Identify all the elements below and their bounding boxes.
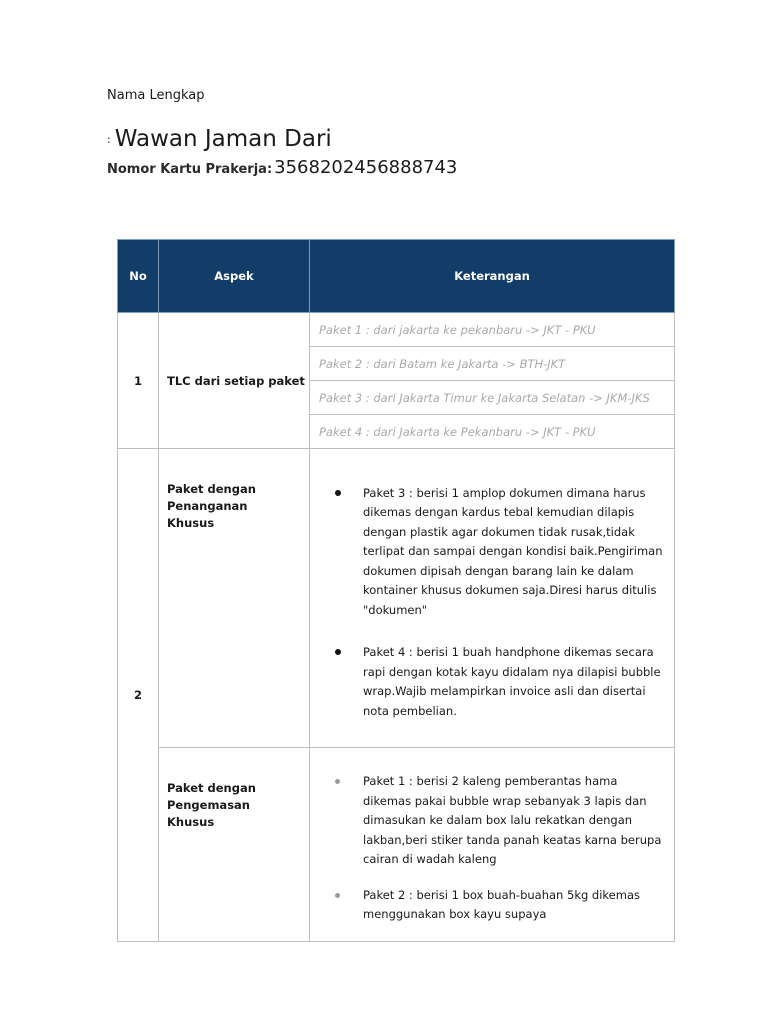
- paket-cell: Paket 2 : dari Batam ke Jakarta -> BTH-JKT: [310, 347, 675, 381]
- header-no: No: [118, 240, 159, 313]
- bullet-list: [310, 475, 674, 722]
- table-row: [118, 748, 675, 942]
- bullet-icon: [335, 490, 341, 496]
- list-item: [310, 886, 674, 925]
- bullet-icon: [335, 649, 341, 655]
- table-row: [118, 313, 675, 347]
- list-item-text: Paket 1 : berisi 2 kaleng pemberantas hama dikemas pakai bubble wrap sebanyak 3 lapis dan dimasukan ke dalam box lalu rekatkan dengan lakban,beri stiker tanda panah keatas karna berupa cairan di wadah kaleng: [363, 774, 662, 867]
- table-header-row: [118, 240, 675, 313]
- name-label: Nama Lengkap: [107, 88, 205, 103]
- table-row: [118, 449, 675, 748]
- list-item-text: Paket 4 : berisi 1 buah handphone dikemas secara rapi dengan kotak kayu didalam nya dilapisi bubble wrap.Wajib melampirkan invoice asli dan disertai nota pembelian.: [363, 645, 661, 718]
- bullet-icon: [335, 893, 340, 898]
- list-item-text: Paket 2 : berisi 1 box buah-buahan 5kg dikemas menggunakan box kayu supaya: [363, 887, 640, 922]
- keterangan-cell: [310, 748, 675, 942]
- aspek-cell: TLC dari setiap paket: [159, 313, 310, 449]
- name-colon: :: [107, 133, 111, 146]
- row-number: 1: [118, 313, 159, 449]
- aspek-cell: Paket dengan Pengemasan Khusus: [159, 748, 310, 942]
- list-item: [310, 643, 674, 721]
- aspect-table: [117, 239, 675, 942]
- bullet-icon: [335, 779, 340, 784]
- list-item: [310, 772, 674, 870]
- keterangan-cell: [310, 449, 675, 748]
- paket-cell: Paket 4 : dari Jakarta ke Pekanbaru -> JKT - PKU: [310, 415, 675, 449]
- card-value: 3568202456888743: [274, 157, 458, 178]
- row-number: 2: [118, 449, 159, 942]
- list-item: [310, 484, 674, 621]
- bullet-list: [310, 764, 674, 925]
- card-label: Nomor Kartu Prakerja:: [107, 162, 273, 177]
- paket-cell: Paket 1 : dari jakarta ke pekanbaru -> JKT - PKU: [310, 313, 675, 347]
- card-line: [107, 157, 457, 178]
- header-keterangan: Keterangan: [310, 240, 675, 313]
- header-aspek: Aspek: [159, 240, 310, 313]
- list-item-text: Paket 3 : berisi 1 amplop dokumen dimana harus dikemas dengan kardus tebal kemudian dilapis dengan plastik agar dokumen tidak rusak,tidak terlipat dan sampai dengan kondisi baik.Pengiriman dokumen dipisah dengan barang lain ke dalam kontainer khusus dokumen saja.Diresi harus ditulis "dokumen": [363, 485, 663, 617]
- aspek-cell: Paket dengan Penanganan Khusus: [159, 449, 310, 748]
- name-line: [107, 126, 332, 152]
- name-value: Wawan Jaman Dari: [114, 126, 332, 152]
- paket-cell: Paket 3 : dari Jakarta Timur ke Jakarta Selatan -> JKM-JKS: [310, 381, 675, 415]
